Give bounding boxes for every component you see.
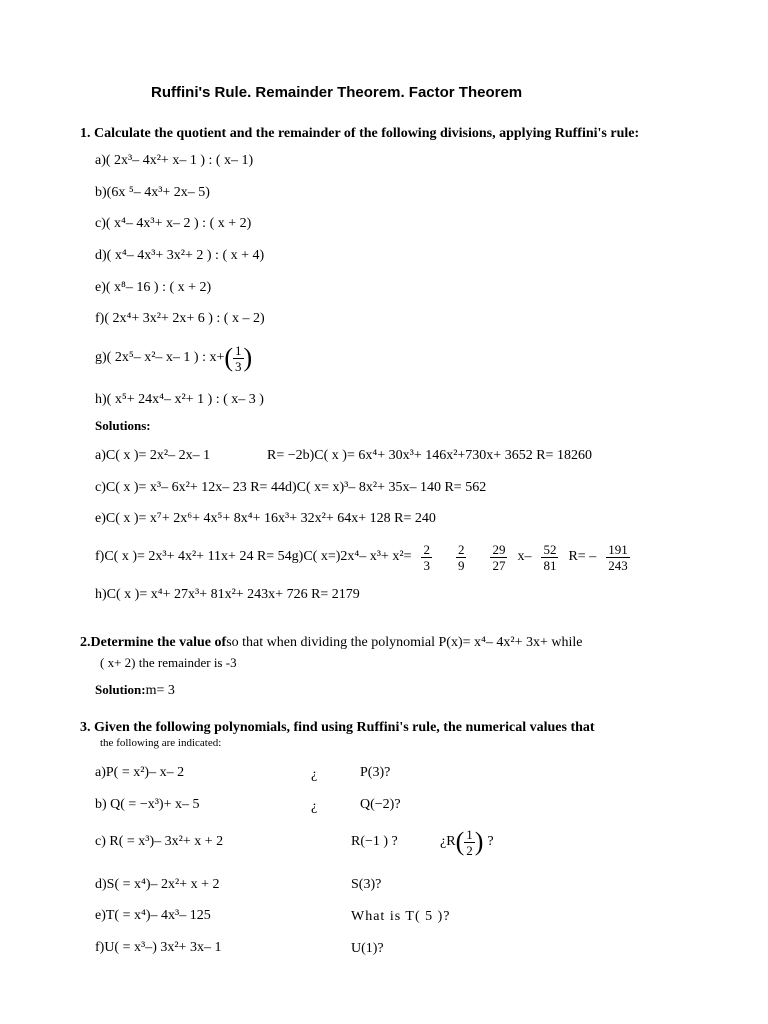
q1-item-d: d)( x⁴– 4x³+ 3x²+ 2 ) : ( x + 4) bbox=[95, 248, 265, 263]
q3-row-f-ask: U(1)? bbox=[351, 941, 384, 956]
solution-g-x: x– bbox=[517, 549, 532, 564]
q3-row-c-ask: R(−1 ) ? bbox=[351, 834, 398, 849]
question-2-heading-text: so that when dividing the polynomial P(x)= x⁴– 4x²+ 3x+ while bbox=[226, 635, 583, 650]
solution-b: R= −2b)C( x )= 6x⁴+ 30x³+ 146x²+730x+ 3652 R= 18260 bbox=[267, 448, 592, 463]
solution-f-g-text: f)C( x )= 2x³+ 4x²+ 11x+ 24 R= 54g)C( x=)2x⁴– x³+ x²= bbox=[95, 549, 412, 564]
q1-item-g: g)( 2x⁵– x²– x– 1 ) : x+ ( 1 3 ) bbox=[95, 342, 253, 374]
q1-item-g-fraction: 1 3 bbox=[235, 342, 242, 374]
solutions-label: Solutions: bbox=[95, 418, 151, 433]
question-3-subheading: the following are indicated: bbox=[100, 737, 222, 749]
solution-g-fraction-3: 29 27 bbox=[492, 541, 506, 573]
solution-g-fraction-2: 2 9 bbox=[457, 541, 465, 573]
solution-a: a)C( x )= 2x²– 2x– 1 bbox=[95, 448, 211, 463]
solution-h: h)C( x )= x⁴+ 27x³+ 81x²+ 243x+ 726 R= 2179 bbox=[95, 587, 360, 602]
question-2-solution-label: Solution: bbox=[95, 682, 146, 697]
solution-g-remainder-label: R= – bbox=[568, 549, 597, 564]
question-2-line-2: ( x+ 2) the remainder is -3 bbox=[100, 655, 237, 670]
q3-row-f-poly: f)U( = x³–) 3x²+ 3x– 1 bbox=[95, 940, 222, 955]
q3-row-b-poly: b) Q( = −x³)+ x– 5 bbox=[95, 797, 200, 812]
q3-row-e-ask: What is T( 5 )? bbox=[351, 909, 451, 924]
q3-row-c-poly: c) R( = x³)– 3x²+ x + 2 bbox=[95, 834, 224, 849]
solution-e: e)C( x )= x⁷+ 2x⁶+ 4x⁵+ 8x⁴+ 16x³+ 32x²+ 64x+ 128 R= 240 bbox=[95, 511, 436, 526]
question-2-heading-bold: 2.Determine the value of bbox=[80, 635, 227, 650]
question-2-solution-value: m= 3 bbox=[145, 683, 175, 698]
q1-item-c: c)( x⁴– 4x³+ x– 2 ) : ( x + 2) bbox=[95, 216, 252, 231]
q3-row-c-fraction: 1 2 bbox=[466, 826, 473, 858]
page-title: Ruffini's Rule. Remainder Theorem. Factor Theorem bbox=[151, 84, 523, 101]
q3-row-d-ask: S(3)? bbox=[351, 877, 382, 892]
q3-row-b-ask: Q(−2)? bbox=[360, 797, 401, 812]
q1-item-g-text: g)( 2x⁵– x²– x– 1 ) : x+ bbox=[95, 350, 225, 365]
q3-row-e-poly: e)T( = x⁴)– 4x³– 125 bbox=[95, 908, 211, 923]
q3-row-a-mark: ¿ bbox=[311, 767, 318, 782]
question-2-heading bbox=[80, 633, 582, 651]
q1-item-h: h)( x⁵+ 24x⁴– x²+ 1 ) : ( x– 3 ) bbox=[95, 392, 264, 407]
q3-row-b-mark: ¿ bbox=[311, 799, 318, 814]
q3-row-c-extra: ¿R ( 1 2 ) ? bbox=[440, 826, 494, 858]
q3-row-c-extra-prefix: ¿R bbox=[440, 834, 456, 849]
q3-row-a-poly: a)P( = x²)– x– 2 bbox=[95, 765, 185, 780]
solution-g-fraction-4: 52 81 bbox=[543, 541, 557, 573]
solution-c-d: c)C( x )= x³– 6x²+ 12x– 23 R= 44d)C( x= x)³– 8x²+ 35x– 140 R= 562 bbox=[95, 480, 487, 495]
solution-f-g bbox=[95, 538, 630, 576]
question-1-heading: 1. Calculate the quotient and the remainder of the following divisions, applying Ruffini's rule: bbox=[80, 126, 640, 141]
question-3-heading: 3. Given the following polynomials, find using Ruffini's rule, the numerical values that bbox=[80, 720, 595, 735]
q3-row-d-poly: d)S( = x⁴)– 2x²+ x + 2 bbox=[95, 877, 220, 892]
solution-g-remainder-fraction: 191 243 bbox=[608, 541, 628, 573]
q1-item-f: f)( 2x⁴+ 3x²+ 2x+ 6 ) : ( x – 2) bbox=[95, 311, 265, 326]
q3-row-c-extra-suffix: ? bbox=[487, 834, 494, 849]
question-2-solution bbox=[95, 681, 175, 699]
q1-item-e: e)( x⁸– 16 ) : ( x + 2) bbox=[95, 280, 212, 295]
solution-g-fraction-1: $\frac{2}{3}$ bbox=[423, 541, 430, 573]
q3-row-a-ask: P(3)? bbox=[360, 765, 391, 780]
q1-item-b: b)(6x ⁵– 4x³+ 2x– 5) bbox=[95, 185, 210, 200]
q1-item-a: a)( 2x³– 4x²+ x– 1 ) : ( x– 1) bbox=[95, 153, 254, 168]
